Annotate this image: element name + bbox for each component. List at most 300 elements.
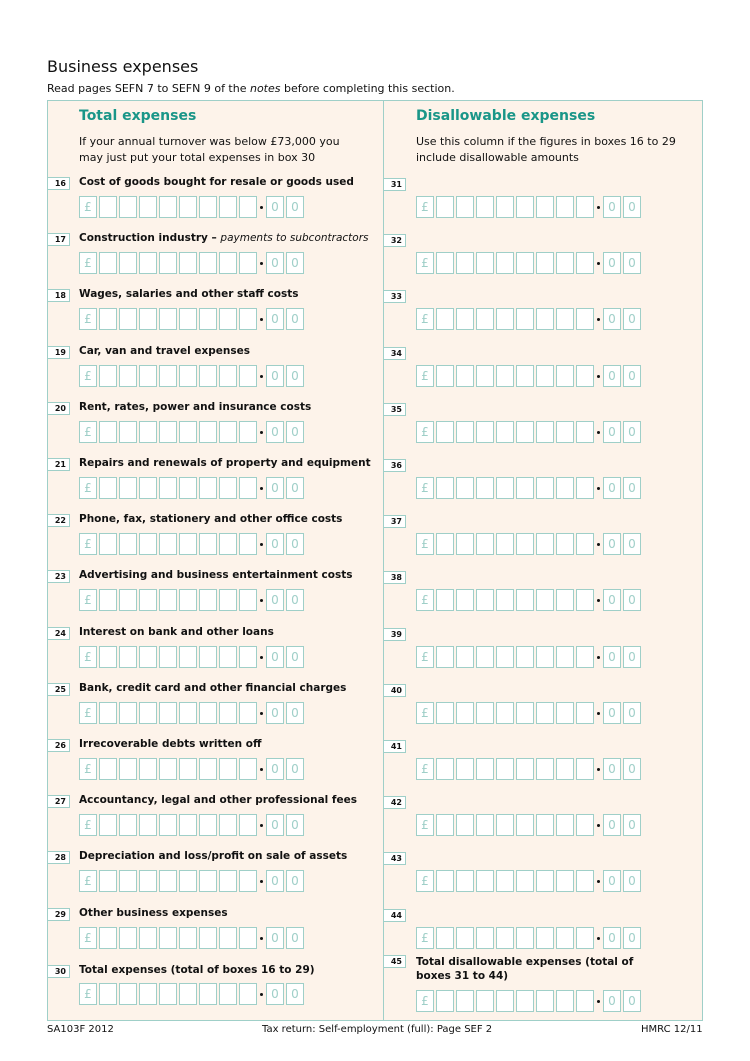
pound-digit-cell[interactable] — [159, 365, 177, 387]
pound-digit-cell[interactable] — [179, 252, 197, 274]
pound-digit-cell[interactable] — [476, 870, 494, 892]
pence-cell[interactable]: 0 — [286, 589, 304, 611]
pound-digit-cell[interactable] — [239, 589, 257, 611]
pound-cell[interactable]: £ — [416, 990, 434, 1012]
pence-cell[interactable]: 0 — [603, 990, 621, 1012]
pound-digit-cell[interactable] — [199, 814, 217, 836]
pound-digit-cell[interactable] — [179, 589, 197, 611]
pound-digit-cell[interactable] — [99, 646, 117, 668]
pound-digit-cell[interactable] — [576, 990, 594, 1012]
pound-digit-cell[interactable] — [199, 533, 217, 555]
pound-cell[interactable]: £ — [416, 533, 434, 555]
pound-digit-cell[interactable] — [576, 927, 594, 949]
pound-cell[interactable]: £ — [79, 589, 97, 611]
pound-digit-cell[interactable] — [139, 365, 157, 387]
pound-cell[interactable]: £ — [79, 870, 97, 892]
pound-digit-cell[interactable] — [536, 365, 554, 387]
pound-digit-cell[interactable] — [556, 990, 574, 1012]
pence-cell[interactable]: 0 — [266, 646, 284, 668]
pound-digit-cell[interactable] — [99, 870, 117, 892]
pound-digit-cell[interactable] — [119, 533, 137, 555]
pound-digit-cell[interactable] — [179, 196, 197, 218]
pence-cell[interactable]: 0 — [623, 308, 641, 330]
pence-cell[interactable]: 0 — [603, 758, 621, 780]
pound-digit-cell[interactable] — [239, 758, 257, 780]
pound-digit-cell[interactable] — [219, 421, 237, 443]
pound-digit-cell[interactable] — [179, 702, 197, 724]
pound-digit-cell[interactable] — [516, 990, 534, 1012]
pence-cell[interactable]: 0 — [266, 252, 284, 274]
pound-digit-cell[interactable] — [139, 983, 157, 1005]
pound-digit-cell[interactable] — [436, 252, 454, 274]
pound-digit-cell[interactable] — [496, 990, 514, 1012]
pound-digit-cell[interactable] — [496, 533, 514, 555]
pound-digit-cell[interactable] — [436, 990, 454, 1012]
pound-digit-cell[interactable] — [99, 814, 117, 836]
pound-cell[interactable]: £ — [79, 702, 97, 724]
pound-digit-cell[interactable] — [556, 533, 574, 555]
pound-cell[interactable]: £ — [416, 646, 434, 668]
pound-digit-cell[interactable] — [536, 927, 554, 949]
pound-digit-cell[interactable] — [119, 702, 137, 724]
pence-cell[interactable]: 0 — [266, 365, 284, 387]
pence-cell[interactable]: 0 — [623, 702, 641, 724]
pound-digit-cell[interactable] — [119, 927, 137, 949]
pound-digit-cell[interactable] — [496, 702, 514, 724]
pound-digit-cell[interactable] — [139, 814, 157, 836]
pound-digit-cell[interactable] — [99, 477, 117, 499]
pound-digit-cell[interactable] — [199, 758, 217, 780]
pound-digit-cell[interactable] — [496, 421, 514, 443]
pound-digit-cell[interactable] — [476, 477, 494, 499]
pound-digit-cell[interactable] — [436, 870, 454, 892]
pound-digit-cell[interactable] — [239, 421, 257, 443]
pound-digit-cell[interactable] — [139, 421, 157, 443]
pound-digit-cell[interactable] — [536, 990, 554, 1012]
pound-digit-cell[interactable] — [476, 646, 494, 668]
pound-digit-cell[interactable] — [576, 196, 594, 218]
pound-digit-cell[interactable] — [219, 758, 237, 780]
pound-digit-cell[interactable] — [536, 421, 554, 443]
pound-digit-cell[interactable] — [436, 196, 454, 218]
pound-digit-cell[interactable] — [456, 421, 474, 443]
pence-cell[interactable]: 0 — [286, 365, 304, 387]
pence-cell[interactable]: 0 — [603, 533, 621, 555]
pound-digit-cell[interactable] — [119, 365, 137, 387]
pound-digit-cell[interactable] — [99, 927, 117, 949]
pound-digit-cell[interactable] — [476, 196, 494, 218]
pound-digit-cell[interactable] — [239, 870, 257, 892]
pound-cell[interactable]: £ — [416, 477, 434, 499]
pound-digit-cell[interactable] — [219, 983, 237, 1005]
pound-cell[interactable]: £ — [416, 421, 434, 443]
pence-cell[interactable]: 0 — [603, 308, 621, 330]
pound-cell[interactable]: £ — [79, 252, 97, 274]
pound-digit-cell[interactable] — [456, 990, 474, 1012]
pound-digit-cell[interactable] — [159, 983, 177, 1005]
pound-digit-cell[interactable] — [99, 533, 117, 555]
pound-digit-cell[interactable] — [239, 477, 257, 499]
pence-cell[interactable]: 0 — [266, 758, 284, 780]
pound-digit-cell[interactable] — [139, 589, 157, 611]
pound-digit-cell[interactable] — [219, 196, 237, 218]
pence-cell[interactable]: 0 — [286, 308, 304, 330]
pound-digit-cell[interactable] — [139, 477, 157, 499]
pound-digit-cell[interactable] — [536, 477, 554, 499]
pound-digit-cell[interactable] — [576, 533, 594, 555]
pound-digit-cell[interactable] — [99, 589, 117, 611]
pound-digit-cell[interactable] — [159, 308, 177, 330]
pence-cell[interactable]: 0 — [286, 870, 304, 892]
pound-cell[interactable]: £ — [416, 252, 434, 274]
pound-digit-cell[interactable] — [516, 252, 534, 274]
pound-digit-cell[interactable] — [516, 927, 534, 949]
pound-cell[interactable]: £ — [416, 365, 434, 387]
pence-cell[interactable]: 0 — [603, 702, 621, 724]
pound-digit-cell[interactable] — [456, 927, 474, 949]
pound-digit-cell[interactable] — [436, 308, 454, 330]
pound-digit-cell[interactable] — [536, 589, 554, 611]
pence-cell[interactable]: 0 — [603, 365, 621, 387]
pound-digit-cell[interactable] — [219, 365, 237, 387]
pence-cell[interactable]: 0 — [623, 196, 641, 218]
pound-digit-cell[interactable] — [179, 533, 197, 555]
pound-digit-cell[interactable] — [219, 870, 237, 892]
pound-digit-cell[interactable] — [159, 589, 177, 611]
pence-cell[interactable]: 0 — [286, 533, 304, 555]
pound-digit-cell[interactable] — [516, 702, 534, 724]
pound-digit-cell[interactable] — [436, 702, 454, 724]
pound-digit-cell[interactable] — [436, 533, 454, 555]
pound-cell[interactable]: £ — [79, 365, 97, 387]
pence-cell[interactable]: 0 — [603, 646, 621, 668]
pound-digit-cell[interactable] — [179, 927, 197, 949]
pound-digit-cell[interactable] — [516, 533, 534, 555]
pound-digit-cell[interactable] — [516, 646, 534, 668]
pound-digit-cell[interactable] — [159, 927, 177, 949]
pound-digit-cell[interactable] — [456, 870, 474, 892]
pound-digit-cell[interactable] — [496, 308, 514, 330]
pence-cell[interactable]: 0 — [623, 814, 641, 836]
pound-digit-cell[interactable] — [476, 927, 494, 949]
pound-digit-cell[interactable] — [139, 927, 157, 949]
pence-cell[interactable]: 0 — [266, 533, 284, 555]
pound-digit-cell[interactable] — [556, 646, 574, 668]
pound-cell[interactable]: £ — [416, 927, 434, 949]
pound-digit-cell[interactable] — [199, 983, 217, 1005]
pound-digit-cell[interactable] — [576, 308, 594, 330]
pound-digit-cell[interactable] — [456, 308, 474, 330]
pound-digit-cell[interactable] — [199, 421, 217, 443]
pence-cell[interactable]: 0 — [266, 870, 284, 892]
pound-digit-cell[interactable] — [179, 308, 197, 330]
pound-digit-cell[interactable] — [436, 758, 454, 780]
pound-digit-cell[interactable] — [99, 421, 117, 443]
pence-cell[interactable]: 0 — [603, 870, 621, 892]
pound-digit-cell[interactable] — [536, 702, 554, 724]
pound-digit-cell[interactable] — [556, 927, 574, 949]
pound-digit-cell[interactable] — [516, 814, 534, 836]
pence-cell[interactable]: 0 — [286, 983, 304, 1005]
pence-cell[interactable]: 0 — [623, 990, 641, 1012]
pound-digit-cell[interactable] — [476, 365, 494, 387]
pound-digit-cell[interactable] — [476, 252, 494, 274]
pound-digit-cell[interactable] — [199, 477, 217, 499]
pence-cell[interactable]: 0 — [266, 308, 284, 330]
pound-digit-cell[interactable] — [239, 702, 257, 724]
pound-digit-cell[interactable] — [99, 702, 117, 724]
pound-digit-cell[interactable] — [476, 758, 494, 780]
pence-cell[interactable]: 0 — [603, 196, 621, 218]
pound-cell[interactable]: £ — [79, 421, 97, 443]
pound-digit-cell[interactable] — [99, 758, 117, 780]
pound-digit-cell[interactable] — [496, 814, 514, 836]
pence-cell[interactable]: 0 — [623, 252, 641, 274]
pound-digit-cell[interactable] — [119, 646, 137, 668]
pence-cell[interactable]: 0 — [286, 702, 304, 724]
pound-digit-cell[interactable] — [239, 533, 257, 555]
pence-cell[interactable]: 0 — [266, 477, 284, 499]
pound-digit-cell[interactable] — [576, 477, 594, 499]
pound-digit-cell[interactable] — [139, 646, 157, 668]
pound-digit-cell[interactable] — [476, 421, 494, 443]
pence-cell[interactable]: 0 — [286, 252, 304, 274]
pound-digit-cell[interactable] — [219, 702, 237, 724]
pound-digit-cell[interactable] — [556, 870, 574, 892]
pound-digit-cell[interactable] — [239, 196, 257, 218]
pound-digit-cell[interactable] — [556, 421, 574, 443]
pound-digit-cell[interactable] — [576, 421, 594, 443]
pence-cell[interactable]: 0 — [623, 477, 641, 499]
pound-digit-cell[interactable] — [119, 196, 137, 218]
pound-digit-cell[interactable] — [99, 983, 117, 1005]
pound-digit-cell[interactable] — [219, 533, 237, 555]
pound-digit-cell[interactable] — [179, 477, 197, 499]
pound-digit-cell[interactable] — [199, 196, 217, 218]
pence-cell[interactable]: 0 — [266, 983, 284, 1005]
pound-digit-cell[interactable] — [436, 421, 454, 443]
pound-digit-cell[interactable] — [99, 252, 117, 274]
pound-digit-cell[interactable] — [219, 252, 237, 274]
pound-digit-cell[interactable] — [239, 814, 257, 836]
pound-digit-cell[interactable] — [159, 252, 177, 274]
pound-digit-cell[interactable] — [576, 814, 594, 836]
pound-digit-cell[interactable] — [179, 870, 197, 892]
pence-cell[interactable]: 0 — [286, 758, 304, 780]
pound-digit-cell[interactable] — [556, 477, 574, 499]
pound-digit-cell[interactable] — [119, 814, 137, 836]
pound-cell[interactable]: £ — [416, 758, 434, 780]
pence-cell[interactable]: 0 — [266, 927, 284, 949]
pence-cell[interactable]: 0 — [286, 477, 304, 499]
pound-digit-cell[interactable] — [436, 814, 454, 836]
pound-digit-cell[interactable] — [159, 870, 177, 892]
pound-digit-cell[interactable] — [576, 589, 594, 611]
pound-digit-cell[interactable] — [536, 814, 554, 836]
pound-digit-cell[interactable] — [556, 365, 574, 387]
pound-cell[interactable]: £ — [416, 702, 434, 724]
pound-digit-cell[interactable] — [516, 477, 534, 499]
pound-digit-cell[interactable] — [516, 589, 534, 611]
pound-digit-cell[interactable] — [556, 308, 574, 330]
pound-digit-cell[interactable] — [536, 308, 554, 330]
pound-digit-cell[interactable] — [239, 365, 257, 387]
pound-digit-cell[interactable] — [476, 308, 494, 330]
pound-cell[interactable]: £ — [416, 870, 434, 892]
pound-digit-cell[interactable] — [456, 758, 474, 780]
pound-digit-cell[interactable] — [496, 252, 514, 274]
pound-digit-cell[interactable] — [139, 702, 157, 724]
pound-digit-cell[interactable] — [239, 983, 257, 1005]
pence-cell[interactable]: 0 — [603, 477, 621, 499]
pence-cell[interactable]: 0 — [286, 421, 304, 443]
pound-digit-cell[interactable] — [536, 533, 554, 555]
pence-cell[interactable]: 0 — [603, 252, 621, 274]
pound-digit-cell[interactable] — [139, 533, 157, 555]
pound-digit-cell[interactable] — [456, 589, 474, 611]
pound-digit-cell[interactable] — [179, 814, 197, 836]
pound-digit-cell[interactable] — [99, 365, 117, 387]
pound-digit-cell[interactable] — [199, 252, 217, 274]
pound-cell[interactable]: £ — [416, 814, 434, 836]
pence-cell[interactable]: 0 — [286, 927, 304, 949]
pound-digit-cell[interactable] — [456, 365, 474, 387]
pound-digit-cell[interactable] — [119, 308, 137, 330]
pound-cell[interactable]: £ — [416, 589, 434, 611]
pound-digit-cell[interactable] — [219, 477, 237, 499]
pound-digit-cell[interactable] — [199, 927, 217, 949]
pound-digit-cell[interactable] — [179, 365, 197, 387]
pound-digit-cell[interactable] — [456, 702, 474, 724]
pound-digit-cell[interactable] — [119, 758, 137, 780]
pound-digit-cell[interactable] — [199, 646, 217, 668]
pound-digit-cell[interactable] — [179, 421, 197, 443]
pound-cell[interactable]: £ — [79, 196, 97, 218]
pound-digit-cell[interactable] — [139, 758, 157, 780]
pound-digit-cell[interactable] — [516, 196, 534, 218]
pound-digit-cell[interactable] — [159, 814, 177, 836]
pound-digit-cell[interactable] — [496, 646, 514, 668]
pence-cell[interactable]: 0 — [266, 702, 284, 724]
pound-digit-cell[interactable] — [456, 646, 474, 668]
pence-cell[interactable]: 0 — [286, 646, 304, 668]
pound-digit-cell[interactable] — [576, 252, 594, 274]
pence-cell[interactable]: 0 — [266, 814, 284, 836]
pound-cell[interactable]: £ — [416, 196, 434, 218]
pence-cell[interactable]: 0 — [623, 646, 641, 668]
pound-digit-cell[interactable] — [119, 252, 137, 274]
pound-digit-cell[interactable] — [159, 758, 177, 780]
pound-digit-cell[interactable] — [239, 308, 257, 330]
pound-digit-cell[interactable] — [456, 814, 474, 836]
pound-digit-cell[interactable] — [536, 758, 554, 780]
pound-cell[interactable]: £ — [79, 477, 97, 499]
pound-digit-cell[interactable] — [536, 646, 554, 668]
pound-digit-cell[interactable] — [436, 646, 454, 668]
pound-digit-cell[interactable] — [476, 814, 494, 836]
pound-digit-cell[interactable] — [159, 533, 177, 555]
pound-cell[interactable]: £ — [416, 308, 434, 330]
pound-digit-cell[interactable] — [219, 814, 237, 836]
pound-digit-cell[interactable] — [556, 589, 574, 611]
pound-digit-cell[interactable] — [239, 927, 257, 949]
pound-digit-cell[interactable] — [99, 308, 117, 330]
pound-digit-cell[interactable] — [219, 308, 237, 330]
pound-digit-cell[interactable] — [199, 365, 217, 387]
pound-digit-cell[interactable] — [556, 814, 574, 836]
pence-cell[interactable]: 0 — [266, 589, 284, 611]
pound-cell[interactable]: £ — [79, 927, 97, 949]
pence-cell[interactable]: 0 — [623, 870, 641, 892]
pound-digit-cell[interactable] — [476, 990, 494, 1012]
pound-cell[interactable]: £ — [79, 758, 97, 780]
pound-digit-cell[interactable] — [436, 477, 454, 499]
pound-digit-cell[interactable] — [576, 702, 594, 724]
pound-digit-cell[interactable] — [556, 702, 574, 724]
pound-digit-cell[interactable] — [536, 196, 554, 218]
pound-digit-cell[interactable] — [496, 196, 514, 218]
pound-cell[interactable]: £ — [79, 814, 97, 836]
pound-digit-cell[interactable] — [179, 758, 197, 780]
pound-digit-cell[interactable] — [476, 589, 494, 611]
pound-digit-cell[interactable] — [516, 758, 534, 780]
pence-cell[interactable]: 0 — [603, 589, 621, 611]
pound-digit-cell[interactable] — [576, 646, 594, 668]
pound-digit-cell[interactable] — [119, 421, 137, 443]
pound-cell[interactable]: £ — [79, 983, 97, 1005]
pence-cell[interactable]: 0 — [623, 758, 641, 780]
pence-cell[interactable]: 0 — [286, 814, 304, 836]
pence-cell[interactable]: 0 — [623, 927, 641, 949]
pound-digit-cell[interactable] — [219, 589, 237, 611]
pound-digit-cell[interactable] — [456, 196, 474, 218]
pound-digit-cell[interactable] — [239, 252, 257, 274]
pound-digit-cell[interactable] — [199, 589, 217, 611]
pound-digit-cell[interactable] — [456, 477, 474, 499]
pound-digit-cell[interactable] — [536, 252, 554, 274]
pound-digit-cell[interactable] — [179, 983, 197, 1005]
pence-cell[interactable]: 0 — [623, 533, 641, 555]
pence-cell[interactable]: 0 — [266, 196, 284, 218]
pence-cell[interactable]: 0 — [603, 814, 621, 836]
pound-cell[interactable]: £ — [79, 308, 97, 330]
pound-digit-cell[interactable] — [576, 758, 594, 780]
pound-digit-cell[interactable] — [119, 983, 137, 1005]
pound-digit-cell[interactable] — [576, 870, 594, 892]
pence-cell[interactable]: 0 — [603, 421, 621, 443]
pound-digit-cell[interactable] — [476, 533, 494, 555]
pound-digit-cell[interactable] — [119, 589, 137, 611]
pound-digit-cell[interactable] — [159, 196, 177, 218]
pound-digit-cell[interactable] — [456, 533, 474, 555]
pound-digit-cell[interactable] — [219, 927, 237, 949]
pound-digit-cell[interactable] — [536, 870, 554, 892]
pound-digit-cell[interactable] — [496, 589, 514, 611]
pound-digit-cell[interactable] — [139, 870, 157, 892]
pound-digit-cell[interactable] — [496, 477, 514, 499]
pound-digit-cell[interactable] — [119, 477, 137, 499]
pound-digit-cell[interactable] — [199, 702, 217, 724]
pence-cell[interactable]: 0 — [286, 196, 304, 218]
pound-digit-cell[interactable] — [476, 702, 494, 724]
pound-digit-cell[interactable] — [159, 477, 177, 499]
pound-digit-cell[interactable] — [239, 646, 257, 668]
pound-digit-cell[interactable] — [436, 365, 454, 387]
pound-digit-cell[interactable] — [516, 308, 534, 330]
pence-cell[interactable]: 0 — [266, 421, 284, 443]
pound-digit-cell[interactable] — [556, 252, 574, 274]
pound-digit-cell[interactable] — [556, 758, 574, 780]
